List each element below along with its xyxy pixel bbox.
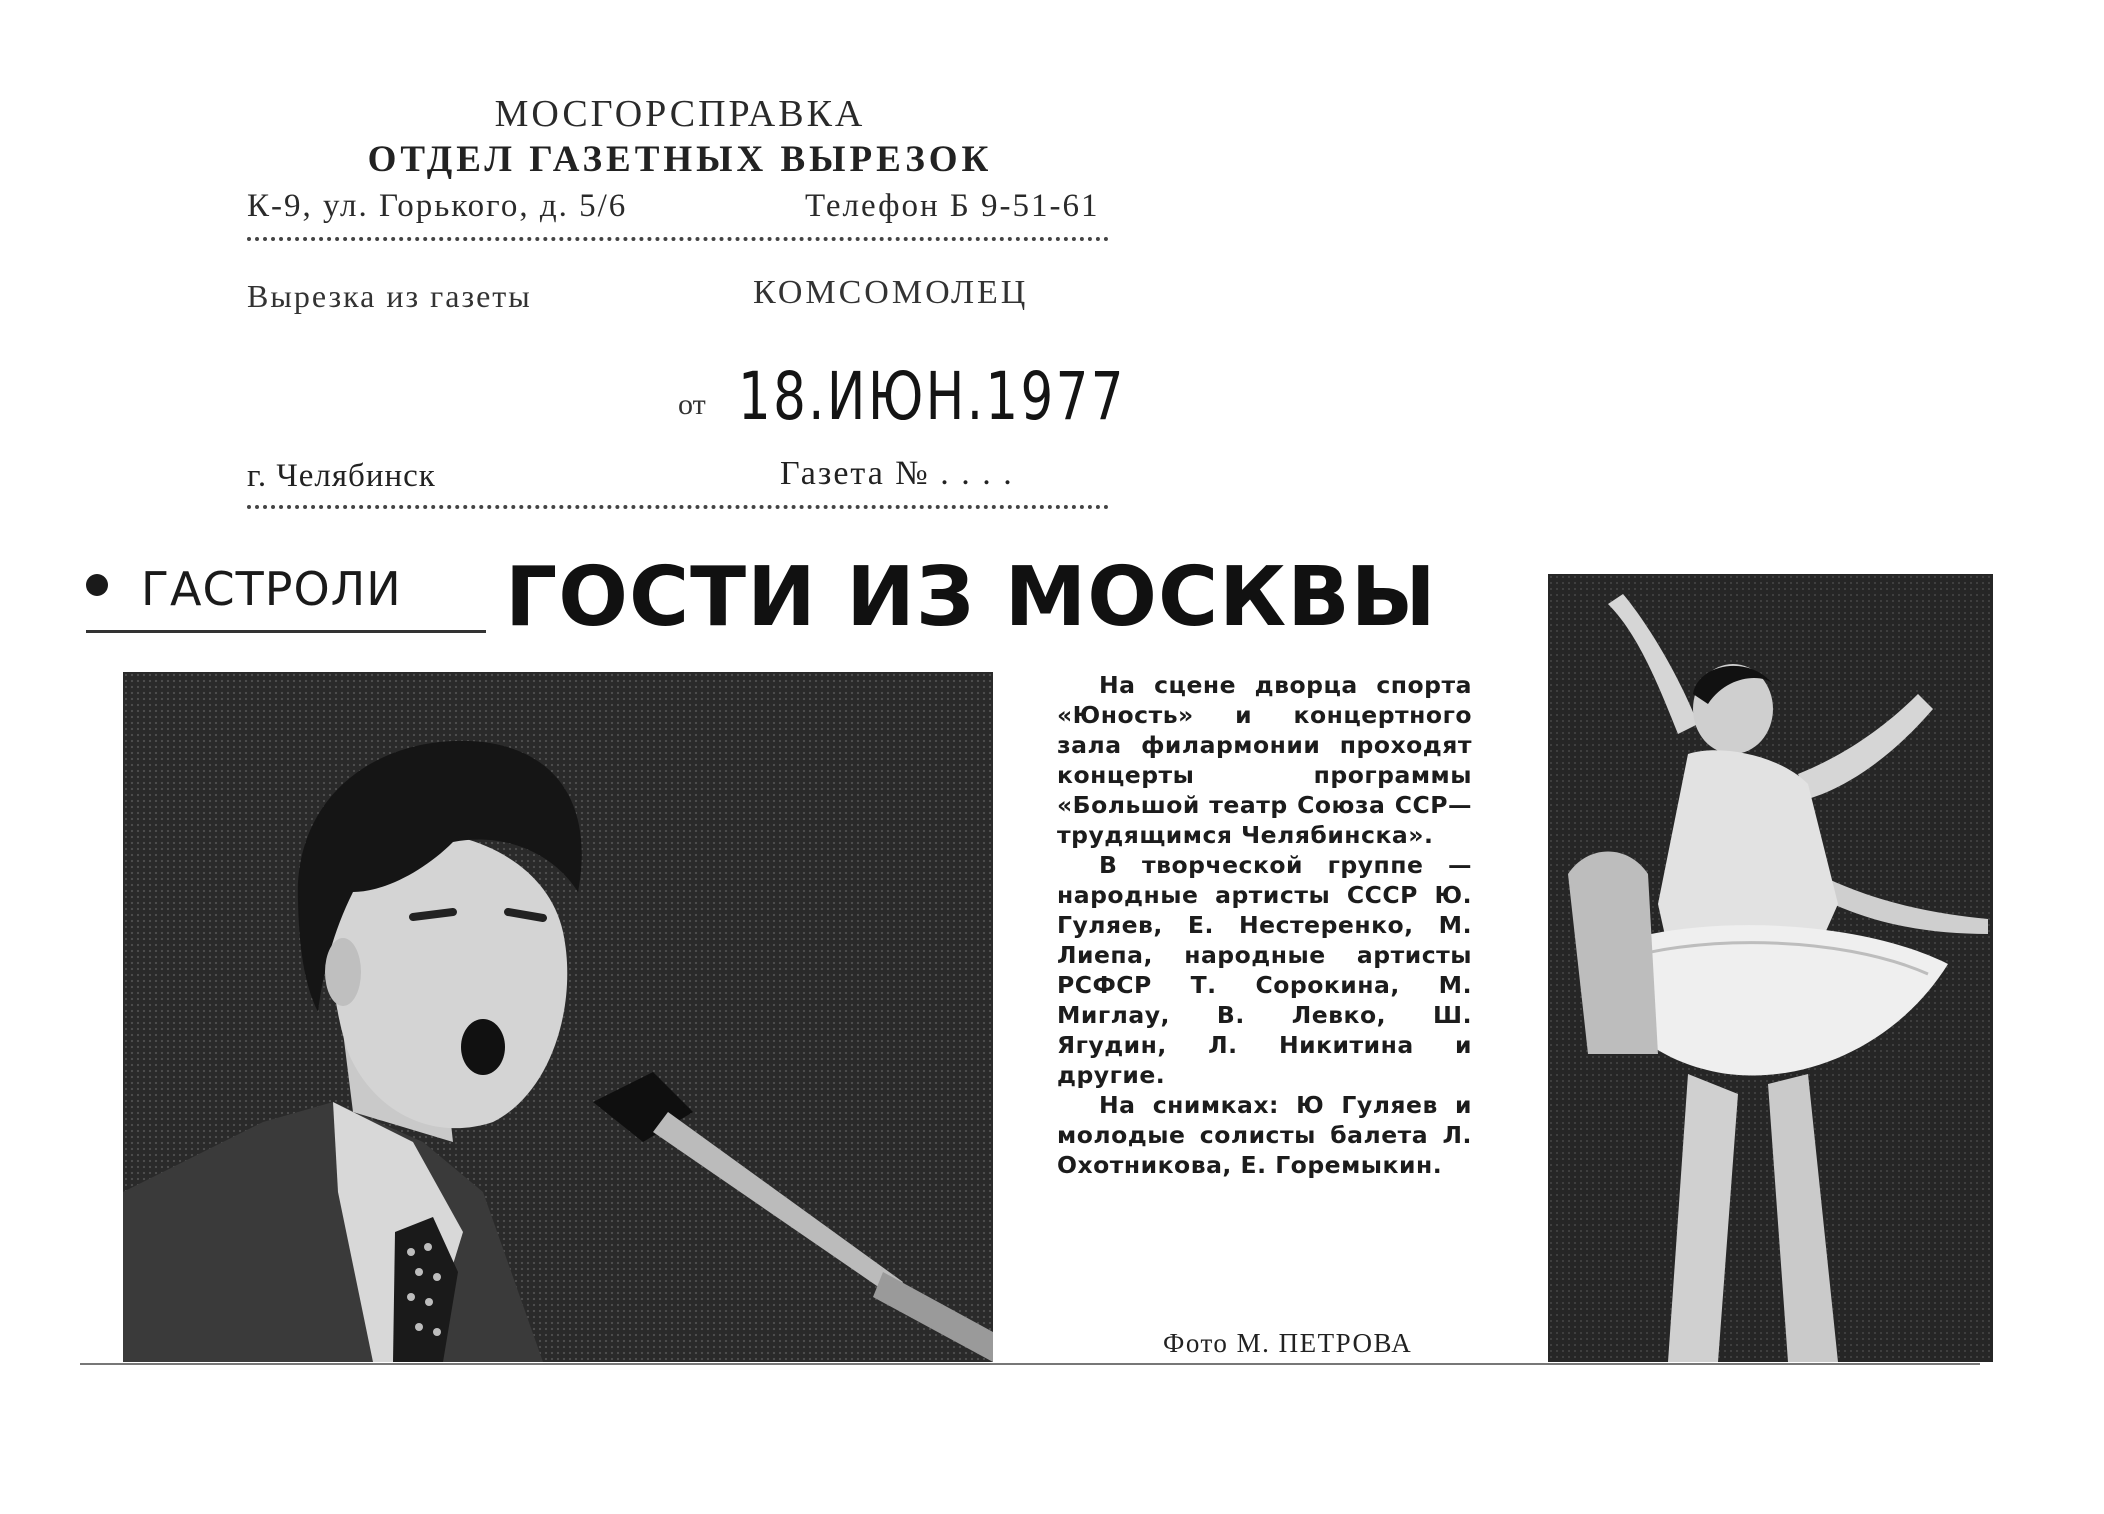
stamp-divider-bottom — [247, 505, 1109, 509]
singer-photo — [123, 672, 993, 1362]
article-paragraph-1: На сцене дворца спорта «Юность» и концертного зала филармонии проходят концерты программы «Большой театр Союза ССР—трудящимся Челябинска». — [1057, 671, 1472, 849]
date-stamp: 18.ИЮН.1977 — [738, 358, 1126, 435]
ballet-photo — [1548, 574, 1993, 1362]
article-body — [1057, 670, 1472, 1180]
date-prefix: от — [678, 388, 706, 421]
singer-photo-illustration — [123, 672, 993, 1362]
city: г. Челябинск — [247, 458, 436, 494]
stamp-address: К-9, ул. Горького, д. 5/6 — [247, 188, 628, 224]
stamp-divider-top — [247, 237, 1109, 241]
stamp-phone: Телефон Б 9-51-61 — [805, 188, 1100, 224]
article-paragraph-2: В творческой группе — народные артисты СССР Ю. Гуляев, Е. Нестеренко, М. Лиепа, народные артисты РСФСР Т. Сорокина, М. Миглау, В. Левко, Ш. Ягудин, Л. Никитина и другие. — [1057, 851, 1472, 1089]
photo-credit: Фото М. ПЕТРОВА — [1163, 1328, 1413, 1358]
rubric-bullet-icon — [86, 574, 108, 596]
ballet-photo-illustration — [1548, 574, 1993, 1362]
clipping-bottom-edge — [80, 1363, 1980, 1365]
rubric-label: ГАСТРОЛИ — [141, 562, 402, 616]
cutting-label: Вырезка из газеты — [247, 278, 532, 314]
article-paragraph-3: На снимках: Ю Гуляев и молодые солисты балета Л. Охотникова, Е. Горемыкин. — [1057, 1091, 1472, 1179]
stamp-organization: МОСГОРСПРАВКА — [494, 93, 866, 135]
issue-number-label: Газета № . . . . — [780, 455, 1014, 492]
stamp-department: ОТДЕЛ ГАЗЕТНЫХ ВЫРЕЗОК — [367, 139, 993, 180]
rubric-underline — [86, 630, 486, 633]
article-headline: ГОСТИ ИЗ МОСКВЫ — [505, 550, 1437, 645]
newspaper-name: КОМСОМОЛЕЦ — [753, 274, 1029, 311]
